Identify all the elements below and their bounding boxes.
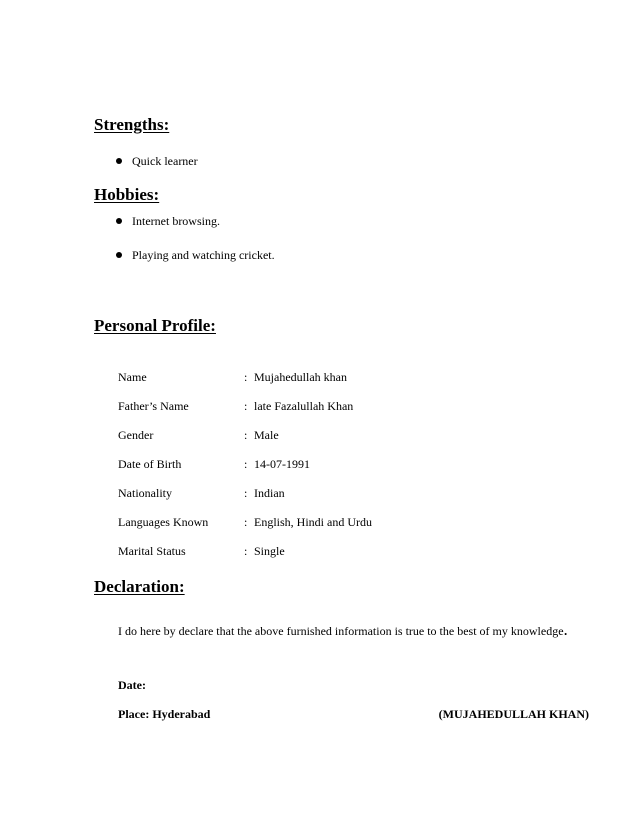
personal-profile-heading: Personal Profile: <box>94 316 216 335</box>
profile-value: late Fazalullah Khan <box>254 399 354 413</box>
profile-row-date-of-birth <box>118 456 538 485</box>
profile-label: Languages Known <box>118 515 209 529</box>
strengths-heading: Strengths: <box>94 115 170 134</box>
profile-row-nationality <box>118 485 538 514</box>
hobby-text: Internet browsing. <box>132 214 220 228</box>
hobby-text: Playing and watching cricket. <box>132 248 275 262</box>
profile-separator: : <box>244 515 248 529</box>
declaration-period: . <box>563 620 568 639</box>
hobbies-heading: Hobbies: <box>94 185 160 204</box>
date-label: Date: <box>118 678 146 692</box>
signature-name: (MUJAHEDULLAH KHAN) <box>438 707 589 721</box>
personal-profile-table <box>118 369 538 572</box>
profile-row-marital-status <box>118 543 538 572</box>
bullet-icon <box>116 158 122 164</box>
profile-value: Male <box>254 428 279 442</box>
profile-row-gender <box>118 427 538 456</box>
profile-separator: : <box>244 544 248 558</box>
profile-label: Gender <box>118 428 154 442</box>
profile-value: 14-07-1991 <box>254 457 310 471</box>
profile-label: Father’s Name <box>118 399 189 413</box>
profile-label: Name <box>118 370 147 384</box>
place-label: Place: Hyderabad <box>118 707 211 721</box>
profile-separator: : <box>244 370 248 384</box>
profile-row-fathers-name <box>118 398 538 427</box>
strength-text: Quick learner <box>132 154 198 168</box>
profile-value: Single <box>254 544 285 558</box>
profile-value: Indian <box>254 486 285 500</box>
bullet-icon <box>116 218 122 224</box>
profile-label: Nationality <box>118 486 172 500</box>
declaration-sentence: I do here by declare that the above furnished information is true to the best of my knowledge <box>118 624 564 638</box>
declaration-text <box>118 622 568 639</box>
bullet-icon <box>116 252 122 258</box>
profile-separator: : <box>244 399 248 413</box>
profile-row-name <box>118 369 538 398</box>
profile-separator: : <box>244 428 248 442</box>
profile-value: Mujahedullah khan <box>254 370 347 384</box>
profile-label: Marital Status <box>118 544 186 558</box>
profile-value: English, Hindi and Urdu <box>254 515 372 529</box>
profile-separator: : <box>244 486 248 500</box>
profile-row-languages-known <box>118 514 538 543</box>
profile-label: Date of Birth <box>118 457 182 471</box>
profile-separator: : <box>244 457 248 471</box>
declaration-heading: Declaration: <box>94 577 185 596</box>
